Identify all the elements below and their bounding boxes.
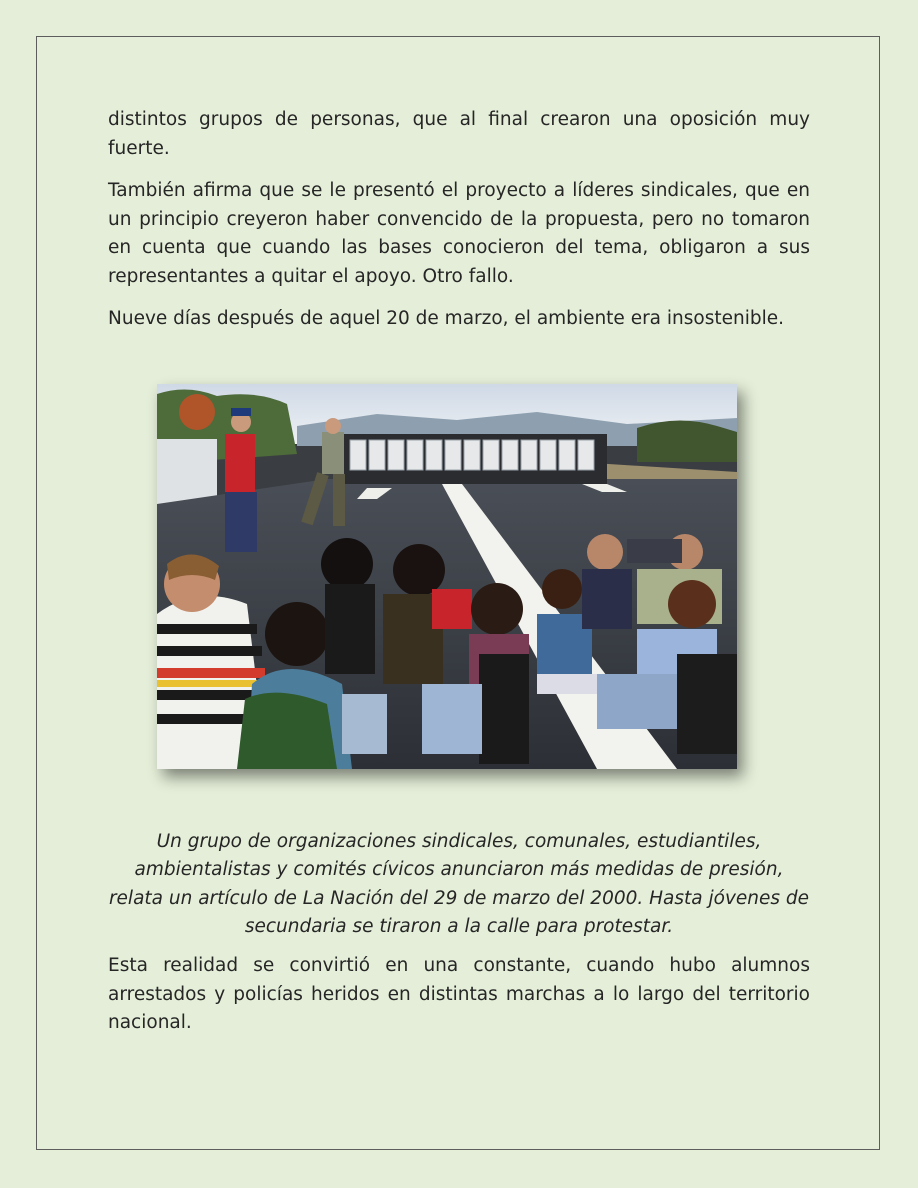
paragraph-closing: Esta realidad se convirtió en una constante, cuando hubo alumnos arrestados y policías heridos en distintas marchas a lo largo del territorio nacional. [108,955,810,1033]
paragraph-2: También afirma que se le presentó el proyecto a líderes sindicales, que en un principio creyeron haber convencido de la propuesta, pero no tomaron en cuenta que cuando las bases conocieron del tema, obligaron a sus representantes a quitar el apoyo. Otro fallo. [108,180,810,287]
body-text-top [108,106,810,348]
paragraph-1: distintos grupos de personas, que al final crearon una oposición muy fuerte. [108,109,810,159]
body-text-bottom [108,952,810,1052]
protest-photo-illustration [157,384,737,769]
protest-photo [157,384,737,769]
paragraph-3: Nueve días después de aquel 20 de marzo, el ambiente era insostenible. [108,308,784,329]
photo-caption: Un grupo de organizaciones sindicales, comunales, estudiantiles, ambientalistas y comités cívicos anunciaron más medidas de presión, relata un artículo de La Nación del 29 de marzo del 2000. Hasta jóvenes de secundaria se tiraron a la calle para protestar. [108,831,810,937]
